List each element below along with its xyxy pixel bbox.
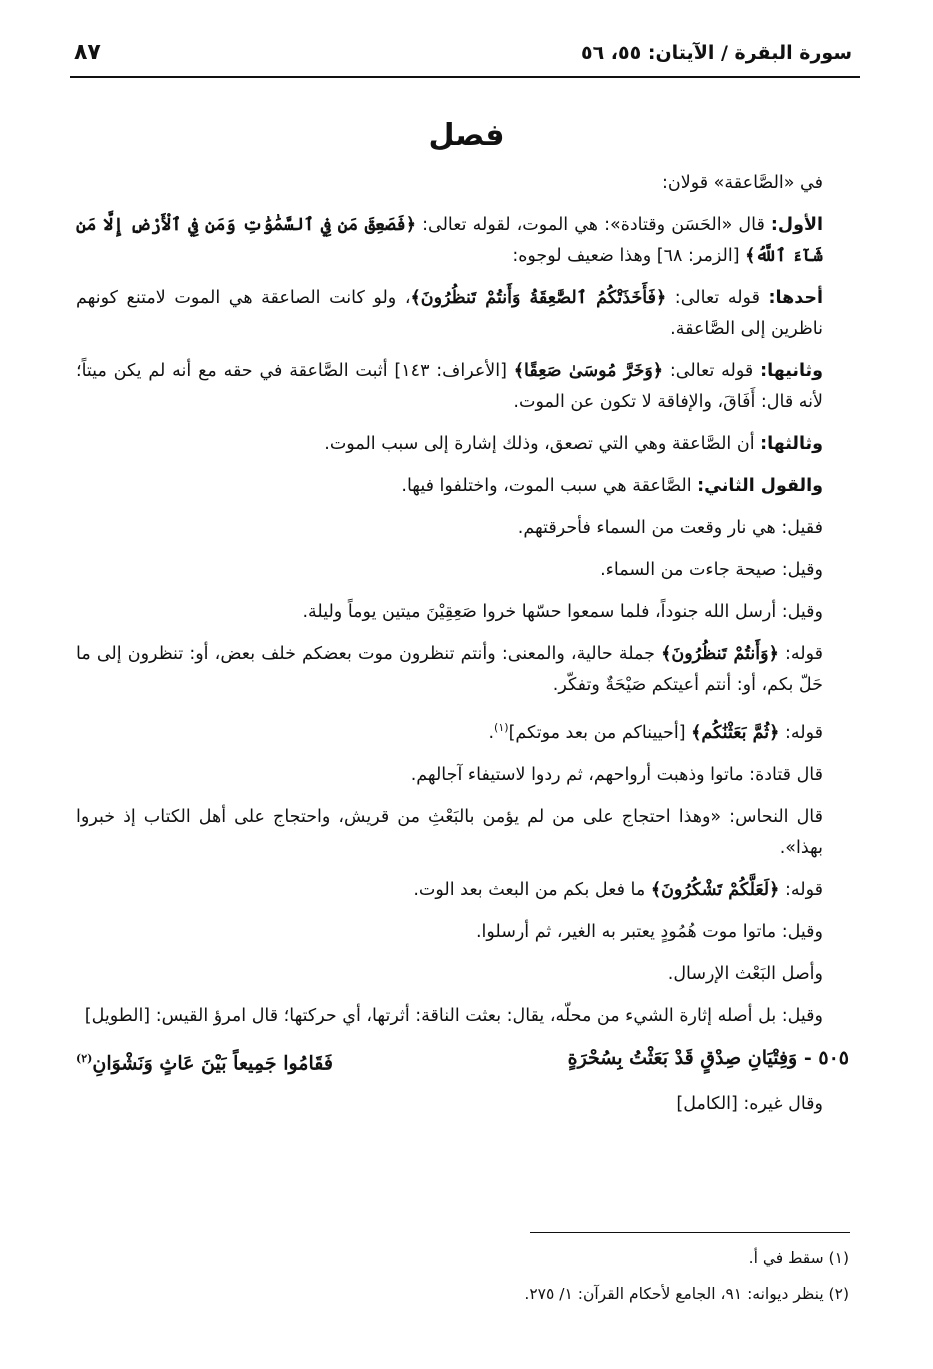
paragraph [76,760,849,791]
quran-verse: ﴿لَعَلَّكُمْ تَشْكُرُونَ﴾ [650,879,780,900]
paragraph [76,917,849,948]
paragraph-text: ما فعل بكم من البعث بعد الوت. [413,879,651,900]
paragraph-text: قوله تعالى: [666,288,769,308]
paragraph-text: الصَّاعقة هي سبب الموت، واختلفوا فيها. [401,476,698,496]
paragraph-lead: أحدها: [768,288,823,308]
paragraph-text: قوله تعالى: [663,361,761,381]
footnote-divider [530,1232,850,1233]
paragraph-text: ، ولو كانت الصاعقة هي الموت لامتنع كونهم ناظرين إلى الصَّاعقة. [76,288,823,339]
paragraph [76,712,849,749]
quran-verse: ﴿وَخَرَّ مُوسَىٰ صَعِقًا﴾ [513,361,664,381]
paragraph [76,639,849,701]
paragraph-text: قوله: [779,879,823,900]
paragraph-text: قال «الحَسَن وقتادة»: هي الموت، لقوله تعالى: [416,215,771,235]
paragraph-lead: وثانيها: [760,361,823,381]
paragraph-lead: الأول: [770,215,823,235]
paragraph-text: وقيل: صيحة جاءت من السماء. [600,560,823,580]
paragraph [76,1089,849,1120]
poem-hemistich-text: فَقَامُوا جَمِيعاً بَيْنَ عَاثٍ وَنَشْوَانِ [92,1052,333,1075]
quran-verse: ﴿ثُمَّ بَعَثْنَٰكُم﴾ [691,722,780,743]
paragraph-text: وأصل البَعْث الإرسال. [667,963,823,984]
paragraph-text: . [488,722,495,743]
paragraph-text: أن الصَّاعقة وهي التي تصعق، وذلك إشارة إلى سبب الموت. [324,434,761,454]
poem-hemistich-text: وَفِتْيَانِ صِدْقٍ قَدْ بَعَثْتُ بِسُحْرَةٍ [567,1046,798,1069]
paragraph [76,555,849,586]
paragraph-text: فقيل: هي نار وقعت من السماء فأحرقتهم. [517,518,823,538]
paragraph-text: وقيل: أرسل الله جنوداً، فلما سمعوا حسّها خروا صَعِقِيْنَ ميتين يوماً وليلة. [302,602,823,622]
paragraph-lead: وثالثها: [760,434,823,454]
footnote: (١) سقط في أ. [748,1249,849,1267]
main-text [76,168,849,1131]
footnote: (٢) ينظر ديوانه: ٩١، الجامع لأحكام القرآن: ١/ ٢٧٥. [524,1285,849,1303]
quran-verse: ﴿فَصَعِقَ مَن فِي ٱلسَّمَٰوَٰتِ وَمَن فِي ٱلْأَرْضِ إِلَّا مَن شَآءَ ٱللَّهُ﴾ [76,215,823,266]
paragraph-text: وقيل: ماتوا موت هُمُودٍ يعتبر به الغير، ثم أرسلوا. [475,921,823,942]
paragraph-text: في «الصَّاعقة» قولان: [661,173,823,193]
paragraph [76,210,849,272]
paragraph-text: [الزمر: ٦٨] وهذا ضعيف لوجوه: [512,246,746,266]
section-title: فصل [428,118,505,153]
paragraph-text: وقيل: بل أصله إثارة الشيء من محلّه، يقال: بعثت الناقة: أثرتها، أي حركتها؛ قال امرؤ القيس: [الطويل] [84,1005,823,1026]
poem-number: ٥٠٥ - [803,1046,849,1069]
poem-hemistich-second [76,1043,333,1079]
footnotes [76,1243,849,1315]
poem-verse [76,1043,849,1079]
quran-verse: ﴿وَأَنتُمْ تَنظُرُونَ﴾ [661,644,779,664]
paragraph-text: وقال غيره: [الكامل] [676,1094,823,1115]
page-header [70,38,860,78]
footnote-marker: (١) [494,721,509,734]
paragraph-text: [الأعراف: ١٤٣] أثبت الصَّاعقة في حقه مع أنه لم يكن ميتاً؛ لأنه قال: أَفَاقَ، والإفاقة لا تكون عن الموت. [76,361,823,412]
running-title: سورة البقرة / الآيتان: ٥٥، ٥٦ [573,42,852,64]
paragraph [76,959,849,990]
paragraph-text: [أحييناكم من بعد موتكم] [508,722,692,743]
paragraph [76,471,849,502]
paragraph [76,1001,849,1032]
footnote-marker: (٢) [76,1051,93,1065]
paragraph [76,283,849,345]
paragraph-lead: والقول الثاني: [697,476,823,496]
page-number: ٨٧ [74,40,109,65]
paragraph [76,875,849,906]
paragraph [76,168,849,199]
paragraph-text: قال قتادة: ماتوا وذهبت أرواحهم، ثم ردوا لاستيفاء آجالهم. [410,764,823,785]
paragraph [76,513,849,544]
paragraph [76,597,849,628]
paragraph-text: قوله: [778,644,823,664]
quran-verse: ﴿فَأَخَذَتْكُمُ ٱلصَّٰعِقَةُ وَأَنتُمْ تَنظُرُونَ﴾ [410,288,667,308]
paragraph-text: قال النحاس: «وهذا احتجاج على من لم يؤمن بالبَعْثِ من قريش، واحتجاج على أهل الكتاب إذ خبروا بهذا». [76,806,823,858]
paragraph-text: قوله: [779,722,823,743]
paragraph [76,802,849,864]
paragraph [76,429,849,460]
paragraph-text: جملة حالية، والمعنى: وأنتم تنظرون موت بعضكم خلف بعض، أو: تنظرون إلى ما حَلّ بكم، أو: أنتم أعيتكم صَيْحَةٌ وتفكّر. [76,644,823,695]
paragraph [76,356,849,418]
poem-hemistich-first [568,1043,849,1079]
